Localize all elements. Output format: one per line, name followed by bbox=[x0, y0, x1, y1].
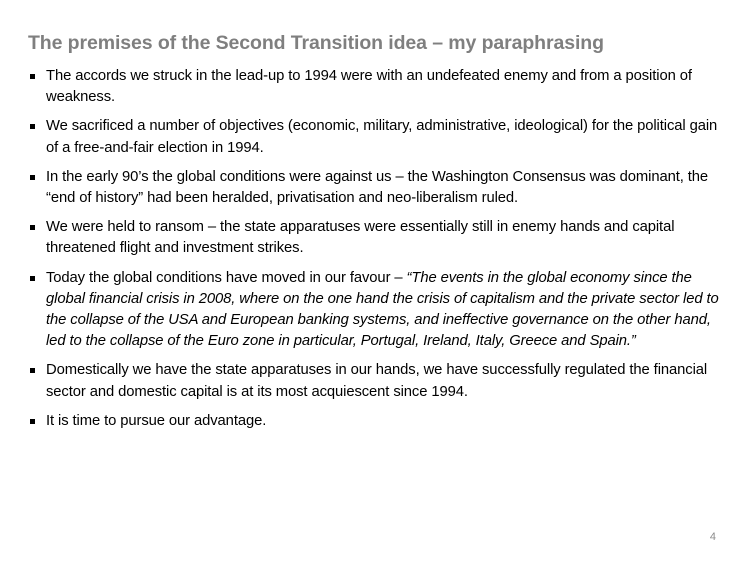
bullet-text: Domestically we have the state apparatuses in our hands, we have successfully regulated the financial sector and domestic capital is at its most acquiescent since 1994. bbox=[46, 362, 708, 400]
bullet-text: Today the global conditions have moved in our favour – bbox=[46, 269, 407, 286]
square-bullet-icon bbox=[30, 276, 35, 281]
bullet-text: We were held to ransom – the state apparatuses were essentially still in enemy hands and capital threatened flight and investment strikes. bbox=[46, 219, 675, 257]
bullet-quote: “The events in the global economy since the global financial crisis in 2008, where on the one hand the crisis of capitalism and the private sector led to the collapse of the USA and European banking systems, and ineffective governance on the other hand, led to the collapse of the Euro zone in particular, Portugal, Ireland, Italy, Greece and Spain.” bbox=[46, 269, 719, 350]
bullet-item-1 bbox=[28, 66, 728, 108]
bullet-text: In the early 90’s the global conditions were against us – the Washington Consensus was dominant, the “end of history” had been heralded, privatisation and neo-liberalism ruled. bbox=[46, 168, 709, 207]
square-bullet-icon bbox=[30, 175, 35, 180]
bullet-item-6 bbox=[28, 360, 728, 402]
bullet-text: The accords we struck in the lead-up to 1994 were with an undefeated enemy and from a position of weakness. bbox=[46, 68, 692, 106]
bullet-text: It is time to pursue our advantage. bbox=[46, 412, 267, 429]
bullet-item-2 bbox=[28, 116, 728, 158]
square-bullet-icon bbox=[30, 124, 35, 129]
bullet-item-3 bbox=[28, 167, 728, 209]
bullet-item-7 bbox=[28, 411, 728, 432]
square-bullet-icon bbox=[30, 225, 35, 230]
bullet-item-5 bbox=[28, 268, 728, 353]
bullet-text: We sacrificed a number of objectives (economic, military, administrative, ideological) for the political gain of a free-and-fair election in 1994. bbox=[46, 118, 718, 156]
slide-title: The premises of the Second Transition idea – my paraphrasing bbox=[28, 32, 604, 54]
square-bullet-icon bbox=[30, 368, 35, 373]
square-bullet-icon bbox=[30, 419, 35, 424]
square-bullet-icon bbox=[30, 74, 35, 79]
bullet-item-4 bbox=[28, 217, 728, 259]
bullet-list bbox=[28, 66, 728, 440]
page-number: 4 bbox=[709, 531, 716, 543]
